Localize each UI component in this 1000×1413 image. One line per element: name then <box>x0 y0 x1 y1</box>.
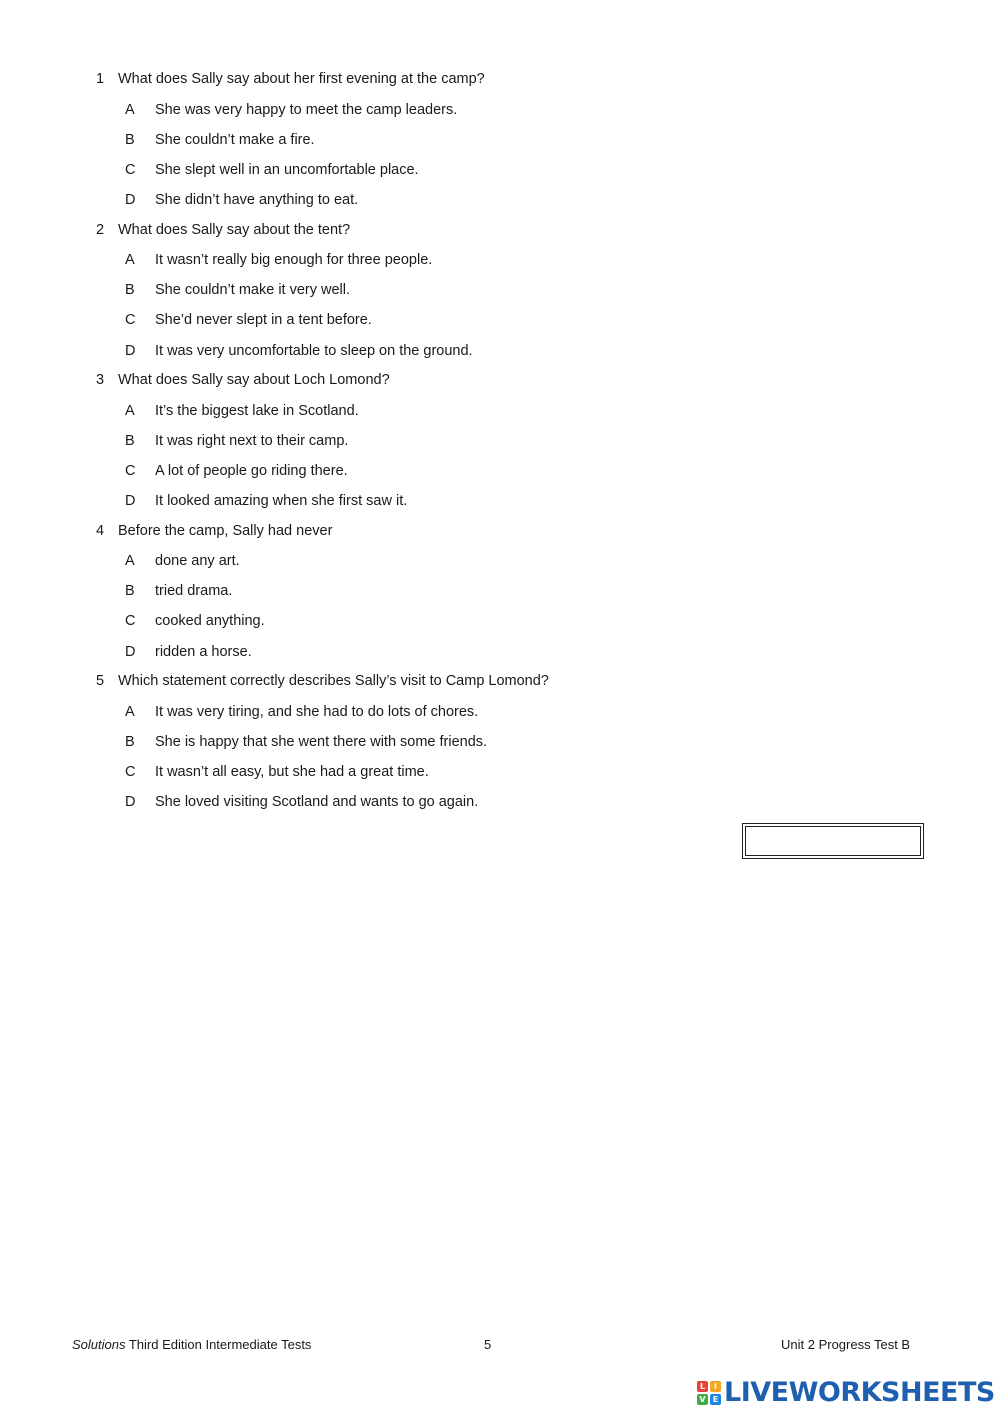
option-letter: D <box>125 493 136 510</box>
option-text: It was very tiring, and she had to do lots of chores. <box>155 703 479 720</box>
option-text: She is happy that she went there with some friends. <box>155 733 488 750</box>
logo-letter-tile: V <box>697 1394 708 1405</box>
option-text: She loved visiting Scotland and wants to go again. <box>155 794 479 811</box>
answer-option-d[interactable] <box>125 792 478 812</box>
logo-letter-tile: L <box>697 1381 708 1392</box>
option-text: cooked anything. <box>155 613 265 630</box>
question-prompt <box>96 521 332 541</box>
question-text: Which statement correctly describes Sally’s visit to Camp Lomond? <box>118 673 549 689</box>
option-text: A lot of people go riding there. <box>155 462 348 479</box>
answer-option-a[interactable] <box>125 401 359 421</box>
option-letter: C <box>125 161 136 178</box>
question-text: Before the camp, Sally had never <box>118 522 333 539</box>
question-item <box>0 602 1000 811</box>
option-text: It looked amazing when she first saw it. <box>155 493 408 510</box>
option-text: It was very uncomfortable to sleep on the ground. <box>155 342 473 359</box>
option-letter: D <box>125 794 136 811</box>
question-text: What does Sally say about her first evening at the camp? <box>118 71 485 87</box>
liveworksheets-wordmark: LIVEWORKSHEETS <box>724 1377 995 1408</box>
footer-test-name: Unit 2 Progress Test B <box>781 1337 911 1352</box>
answer-option-a[interactable] <box>125 551 240 571</box>
question-number: 5 <box>96 673 105 689</box>
answer-option-b[interactable] <box>125 581 232 601</box>
option-text: She couldn’t make it very well. <box>155 282 351 299</box>
option-text: She was very happy to meet the camp leaders. <box>155 101 458 118</box>
option-text: tried drama. <box>155 583 233 600</box>
question-item <box>0 452 1000 660</box>
option-letter: B <box>125 131 135 148</box>
question-number: 1 <box>96 71 105 87</box>
answer-option-b[interactable] <box>125 280 350 300</box>
footer-book-title <box>72 1335 311 1355</box>
question-prompt <box>96 370 390 390</box>
page-footer <box>0 1335 1000 1355</box>
logo-letter-tile: I <box>710 1381 721 1392</box>
answer-option-b[interactable] <box>125 130 315 150</box>
option-letter: C <box>125 763 136 780</box>
option-text: ridden a horse. <box>155 643 252 660</box>
option-text: It’s the biggest lake in Scotland. <box>155 402 359 419</box>
liveworksheets-logo-icon <box>697 1381 721 1405</box>
option-letter: D <box>125 342 136 359</box>
question-text: What does Sally say about Loch Lomond? <box>118 372 390 388</box>
option-letter: D <box>125 192 136 209</box>
option-letter: A <box>125 101 135 118</box>
option-text: It wasn’t really big enough for three people. <box>155 252 433 268</box>
option-letter: B <box>125 733 135 750</box>
answer-option-a[interactable] <box>125 250 432 270</box>
option-text: It wasn’t all easy, but she had a great time. <box>155 763 429 780</box>
option-letter: B <box>125 282 135 299</box>
answer-option-b[interactable] <box>125 431 348 451</box>
footer-book-title-rest: Third Edition Intermediate Tests <box>125 1337 312 1352</box>
logo-letter-tile: E <box>710 1394 721 1405</box>
option-text: It was right next to their camp. <box>155 432 349 449</box>
question-item <box>0 0 1000 209</box>
question-prompt <box>96 671 549 691</box>
option-letter: D <box>125 643 136 660</box>
question-number: 2 <box>96 221 105 238</box>
answer-option-a[interactable] <box>125 100 457 120</box>
option-letter: C <box>125 613 136 630</box>
option-letter: B <box>125 432 135 449</box>
question-text: What does Sally say about the tent? <box>118 221 351 238</box>
option-text: She slept well in an uncomfortable place. <box>155 161 419 178</box>
question-item <box>0 301 1000 510</box>
option-letter: A <box>125 402 135 419</box>
question-number: 4 <box>96 522 105 539</box>
question-prompt <box>96 220 350 240</box>
option-letter: A <box>125 252 135 268</box>
option-letter: A <box>125 553 135 569</box>
answer-option-a[interactable] <box>125 702 478 722</box>
option-text: She couldn’t make a fire. <box>155 131 315 148</box>
option-text: She’d never slept in a tent before. <box>155 312 372 329</box>
option-letter: B <box>125 583 135 600</box>
liveworksheets-logo <box>697 1376 995 1410</box>
question-item <box>0 151 1000 359</box>
question-prompt <box>96 69 485 89</box>
option-letter: C <box>125 462 136 479</box>
question-number: 3 <box>96 372 105 388</box>
answer-option-c[interactable] <box>125 762 429 782</box>
option-letter: A <box>125 703 135 720</box>
answer-box[interactable] <box>742 823 924 859</box>
option-text: done any art. <box>155 553 240 569</box>
option-letter: C <box>125 312 136 329</box>
footer-book-title-italic: Solutions <box>72 1337 126 1352</box>
footer-page-number: 5 <box>484 1337 492 1352</box>
answer-option-b[interactable] <box>125 732 487 752</box>
option-text: She didn’t have anything to eat. <box>155 192 359 209</box>
